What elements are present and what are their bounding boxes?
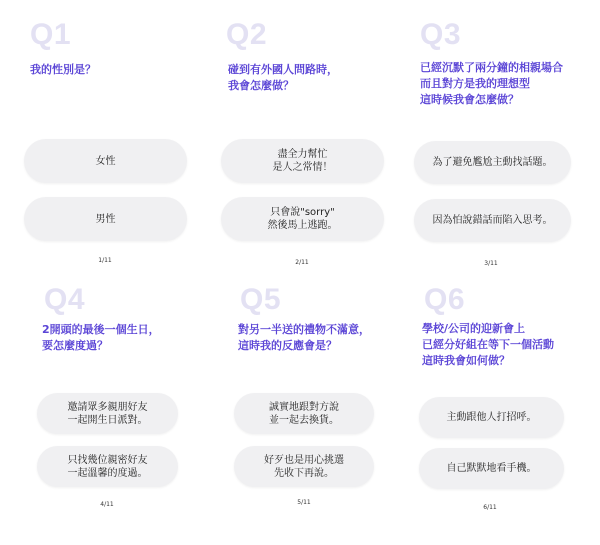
option-label: 邀請眾多親朋好友 一起開生日派對。	[67, 401, 148, 426]
question-text: 對另一半送的禮物不滿意， 這時我的反應會是？	[238, 323, 370, 352]
option-label: 只會說"sorry" 然後馬上逃跑。	[267, 207, 338, 231]
option-button-2[interactable]	[419, 448, 564, 489]
question-number: Q6	[424, 283, 466, 316]
page-indicator: 2/11	[295, 259, 309, 266]
question-number: Q5	[240, 283, 282, 316]
page-indicator: 6/11	[483, 504, 497, 511]
option-button-2[interactable]	[221, 197, 384, 241]
option-button-2[interactable]	[234, 446, 374, 487]
option-label: 只找幾位親密好友 一起溫馨的度過。	[67, 454, 148, 479]
option-button-2[interactable]	[414, 199, 571, 242]
option-label: 為了避免尷尬主動找話題。	[432, 157, 553, 168]
page-indicator: 3/11	[484, 260, 498, 267]
option-label: 女性	[95, 155, 116, 167]
question-text: 我的性別是？	[30, 63, 96, 76]
page-indicator: 5/11	[297, 499, 311, 506]
question-text: 2開頭的最後一個生日， 要怎麼度過？	[42, 323, 160, 352]
question-number: Q4	[44, 283, 86, 316]
quiz-card-q1	[18, 14, 218, 279]
page-indicator: 1/11	[98, 257, 112, 264]
option-label: 自己默默地看手機。	[446, 463, 537, 474]
quiz-card-q2	[214, 14, 414, 279]
option-button-1[interactable]	[24, 139, 187, 183]
option-label: 主動跟他人打招呼。	[446, 412, 537, 423]
option-button-1[interactable]	[221, 139, 384, 183]
option-label: 因為怕說錯話而陷入思考。	[432, 215, 553, 226]
question-text: 學校/公司的迎新會上 已經分好組在等下一個活動 這時我會如何做？	[422, 322, 554, 367]
option-label: 好歹也是用心挑選 先收下再說。	[264, 454, 344, 479]
option-label: 盡全力幫忙 是人之常情！	[272, 149, 333, 173]
option-label: 誠實地跟對方說 並一起去換貨。	[269, 401, 339, 426]
option-button-2[interactable]	[24, 197, 187, 241]
option-button-2[interactable]	[37, 446, 178, 487]
question-number: Q1	[30, 18, 72, 51]
quiz-card-q4	[26, 280, 226, 545]
quiz-card-q5	[226, 280, 426, 545]
option-button-1[interactable]	[37, 393, 178, 434]
option-button-1[interactable]	[414, 141, 571, 184]
quiz-card-q6	[412, 280, 600, 545]
question-text: 已經沉默了兩分鐘的相親場合 而且對方是我的理想型 這時候我會怎麼做？	[420, 61, 563, 106]
question-number: Q2	[226, 18, 268, 51]
question-number: Q3	[420, 18, 462, 51]
option-button-1[interactable]	[419, 397, 564, 438]
quiz-card-q3	[408, 14, 600, 279]
option-label: 男性	[95, 213, 116, 225]
page-indicator: 4/11	[100, 501, 114, 508]
question-text: 碰到有外國人問路時， 我會怎麼做？	[228, 63, 338, 92]
option-button-1[interactable]	[234, 393, 374, 434]
